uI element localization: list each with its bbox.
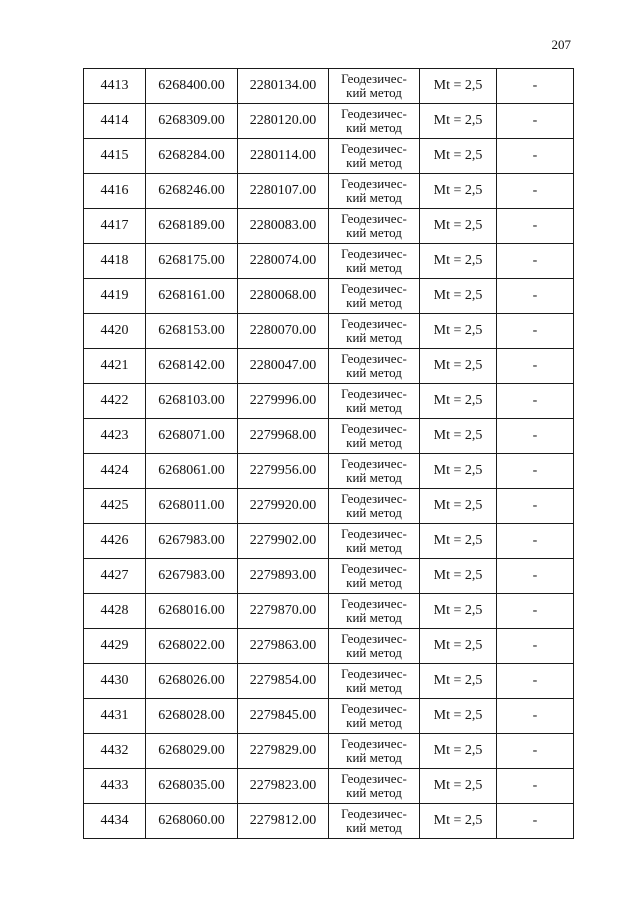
x-coordinate-cell: 6268029.00	[146, 734, 238, 769]
point-number-cell: 4421	[84, 349, 146, 384]
x-coordinate-cell: 6268028.00	[146, 699, 238, 734]
y-coordinate-cell: 2280070.00	[238, 314, 329, 349]
method-cell	[329, 524, 420, 559]
table-row	[84, 244, 574, 279]
note-cell: -	[497, 69, 574, 104]
x-coordinate-cell: 6268026.00	[146, 664, 238, 699]
method-cell	[329, 314, 420, 349]
x-coordinate-cell: 6268142.00	[146, 349, 238, 384]
point-number-cell: 4418	[84, 244, 146, 279]
note-cell: -	[497, 734, 574, 769]
point-number-cell: 4428	[84, 594, 146, 629]
y-coordinate-cell: 2279845.00	[238, 699, 329, 734]
method-line-2: кий метод	[346, 680, 402, 695]
method-line-2: кий метод	[346, 645, 402, 660]
note-cell: -	[497, 769, 574, 804]
point-number-cell: 4427	[84, 559, 146, 594]
point-number-cell: 4425	[84, 489, 146, 524]
method-line-2: кий метод	[346, 225, 402, 240]
method-line-2: кий метод	[346, 295, 402, 310]
coordinates-table-body	[84, 69, 574, 839]
point-number-cell: 4417	[84, 209, 146, 244]
accuracy-cell: Mt = 2,5	[420, 454, 497, 489]
y-coordinate-cell: 2279893.00	[238, 559, 329, 594]
y-coordinate-cell: 2279920.00	[238, 489, 329, 524]
y-coordinate-cell: 2279854.00	[238, 664, 329, 699]
x-coordinate-cell: 6268016.00	[146, 594, 238, 629]
method-line-2: кий метод	[346, 120, 402, 135]
note-cell: -	[497, 174, 574, 209]
x-coordinate-cell: 6268309.00	[146, 104, 238, 139]
method-cell	[329, 174, 420, 209]
method-line-1: Геодезичес-	[341, 736, 407, 751]
y-coordinate-cell: 2280074.00	[238, 244, 329, 279]
y-coordinate-cell: 2279996.00	[238, 384, 329, 419]
table-row	[84, 769, 574, 804]
x-coordinate-cell: 6268175.00	[146, 244, 238, 279]
y-coordinate-cell: 2279968.00	[238, 419, 329, 454]
x-coordinate-cell: 6268060.00	[146, 804, 238, 839]
y-coordinate-cell: 2280083.00	[238, 209, 329, 244]
accuracy-cell: Mt = 2,5	[420, 419, 497, 454]
point-number-cell: 4422	[84, 384, 146, 419]
table-row	[84, 314, 574, 349]
y-coordinate-cell: 2280107.00	[238, 174, 329, 209]
method-line-2: кий метод	[346, 435, 402, 450]
method-line-1: Геодезичес-	[341, 421, 407, 436]
point-number-cell: 4414	[84, 104, 146, 139]
accuracy-cell: Mt = 2,5	[420, 209, 497, 244]
method-cell	[329, 279, 420, 314]
method-line-1: Геодезичес-	[341, 456, 407, 471]
point-number-cell: 4433	[84, 769, 146, 804]
note-cell: -	[497, 209, 574, 244]
method-cell	[329, 769, 420, 804]
accuracy-cell: Mt = 2,5	[420, 279, 497, 314]
note-cell: -	[497, 804, 574, 839]
note-cell: -	[497, 454, 574, 489]
method-line-1: Геодезичес-	[341, 211, 407, 226]
method-line-1: Геодезичес-	[341, 631, 407, 646]
table-row	[84, 279, 574, 314]
method-line-2: кий метод	[346, 400, 402, 415]
method-line-1: Геодезичес-	[341, 561, 407, 576]
method-line-1: Геодезичес-	[341, 71, 407, 86]
x-coordinate-cell: 6268011.00	[146, 489, 238, 524]
method-cell	[329, 559, 420, 594]
x-coordinate-cell: 6268153.00	[146, 314, 238, 349]
table-row	[84, 489, 574, 524]
note-cell: -	[497, 314, 574, 349]
method-cell	[329, 804, 420, 839]
y-coordinate-cell: 2279829.00	[238, 734, 329, 769]
method-cell	[329, 699, 420, 734]
point-number-cell: 4430	[84, 664, 146, 699]
accuracy-cell: Mt = 2,5	[420, 489, 497, 524]
y-coordinate-cell: 2280068.00	[238, 279, 329, 314]
y-coordinate-cell: 2279812.00	[238, 804, 329, 839]
accuracy-cell: Mt = 2,5	[420, 244, 497, 279]
x-coordinate-cell: 6268022.00	[146, 629, 238, 664]
method-cell	[329, 454, 420, 489]
point-number-cell: 4432	[84, 734, 146, 769]
note-cell: -	[497, 559, 574, 594]
method-line-2: кий метод	[346, 715, 402, 730]
method-line-2: кий метод	[346, 540, 402, 555]
x-coordinate-cell: 6267983.00	[146, 524, 238, 559]
x-coordinate-cell: 6268071.00	[146, 419, 238, 454]
method-line-1: Геодезичес-	[341, 176, 407, 191]
note-cell: -	[497, 699, 574, 734]
table-row	[84, 524, 574, 559]
y-coordinate-cell: 2280114.00	[238, 139, 329, 174]
method-line-1: Геодезичес-	[341, 491, 407, 506]
y-coordinate-cell: 2280134.00	[238, 69, 329, 104]
table-row	[84, 559, 574, 594]
note-cell: -	[497, 489, 574, 524]
y-coordinate-cell: 2279956.00	[238, 454, 329, 489]
table-row	[84, 419, 574, 454]
x-coordinate-cell: 6268246.00	[146, 174, 238, 209]
y-coordinate-cell: 2280120.00	[238, 104, 329, 139]
method-cell	[329, 104, 420, 139]
method-cell	[329, 734, 420, 769]
method-line-1: Геодезичес-	[341, 106, 407, 121]
accuracy-cell: Mt = 2,5	[420, 104, 497, 139]
y-coordinate-cell: 2279823.00	[238, 769, 329, 804]
accuracy-cell: Mt = 2,5	[420, 349, 497, 384]
x-coordinate-cell: 6268284.00	[146, 139, 238, 174]
method-line-2: кий метод	[346, 260, 402, 275]
x-coordinate-cell: 6268103.00	[146, 384, 238, 419]
x-coordinate-cell: 6268035.00	[146, 769, 238, 804]
table-row	[84, 629, 574, 664]
table-row	[84, 804, 574, 839]
accuracy-cell: Mt = 2,5	[420, 769, 497, 804]
note-cell: -	[497, 279, 574, 314]
point-number-cell: 4429	[84, 629, 146, 664]
point-number-cell: 4424	[84, 454, 146, 489]
method-line-2: кий метод	[346, 155, 402, 170]
note-cell: -	[497, 524, 574, 559]
x-coordinate-cell: 6268161.00	[146, 279, 238, 314]
accuracy-cell: Mt = 2,5	[420, 594, 497, 629]
point-number-cell: 4420	[84, 314, 146, 349]
method-line-1: Геодезичес-	[341, 281, 407, 296]
y-coordinate-cell: 2280047.00	[238, 349, 329, 384]
accuracy-cell: Mt = 2,5	[420, 384, 497, 419]
method-line-2: кий метод	[346, 750, 402, 765]
method-cell	[329, 384, 420, 419]
point-number-cell: 4419	[84, 279, 146, 314]
table-row	[84, 454, 574, 489]
method-line-2: кий метод	[346, 470, 402, 485]
note-cell: -	[497, 104, 574, 139]
method-line-1: Геодезичес-	[341, 316, 407, 331]
note-cell: -	[497, 384, 574, 419]
x-coordinate-cell: 6268189.00	[146, 209, 238, 244]
method-cell	[329, 489, 420, 524]
accuracy-cell: Mt = 2,5	[420, 664, 497, 699]
method-line-2: кий метод	[346, 575, 402, 590]
method-line-1: Геодезичес-	[341, 386, 407, 401]
method-cell	[329, 244, 420, 279]
method-line-2: кий метод	[346, 785, 402, 800]
method-cell	[329, 209, 420, 244]
method-line-1: Геодезичес-	[341, 771, 407, 786]
method-cell	[329, 629, 420, 664]
y-coordinate-cell: 2279870.00	[238, 594, 329, 629]
point-number-cell: 4423	[84, 419, 146, 454]
method-line-1: Геодезичес-	[341, 701, 407, 716]
note-cell: -	[497, 349, 574, 384]
table-row	[84, 69, 574, 104]
note-cell: -	[497, 594, 574, 629]
method-cell	[329, 349, 420, 384]
accuracy-cell: Mt = 2,5	[420, 804, 497, 839]
table-row	[84, 734, 574, 769]
page-number: 207	[551, 37, 571, 52]
method-line-2: кий метод	[346, 190, 402, 205]
method-line-2: кий метод	[346, 365, 402, 380]
table-row	[84, 174, 574, 209]
method-cell	[329, 594, 420, 629]
point-number-cell: 4431	[84, 699, 146, 734]
point-number-cell: 4413	[84, 69, 146, 104]
method-line-1: Геодезичес-	[341, 141, 407, 156]
x-coordinate-cell: 6268061.00	[146, 454, 238, 489]
y-coordinate-cell: 2279863.00	[238, 629, 329, 664]
note-cell: -	[497, 244, 574, 279]
accuracy-cell: Mt = 2,5	[420, 139, 497, 174]
method-line-2: кий метод	[346, 610, 402, 625]
point-number-cell: 4416	[84, 174, 146, 209]
note-cell: -	[497, 629, 574, 664]
table-row	[84, 104, 574, 139]
method-line-2: кий метод	[346, 85, 402, 100]
method-line-2: кий метод	[346, 820, 402, 835]
table-row	[84, 384, 574, 419]
method-line-2: кий метод	[346, 505, 402, 520]
table-row	[84, 594, 574, 629]
accuracy-cell: Mt = 2,5	[420, 524, 497, 559]
accuracy-cell: Mt = 2,5	[420, 734, 497, 769]
table-row	[84, 699, 574, 734]
note-cell: -	[497, 139, 574, 174]
coordinates-table	[83, 68, 574, 839]
method-cell	[329, 139, 420, 174]
method-line-1: Геодезичес-	[341, 596, 407, 611]
point-number-cell: 4415	[84, 139, 146, 174]
x-coordinate-cell: 6267983.00	[146, 559, 238, 594]
note-cell: -	[497, 664, 574, 699]
accuracy-cell: Mt = 2,5	[420, 559, 497, 594]
method-cell	[329, 419, 420, 454]
accuracy-cell: Mt = 2,5	[420, 174, 497, 209]
table-row	[84, 664, 574, 699]
point-number-cell: 4434	[84, 804, 146, 839]
method-line-1: Геодезичес-	[341, 526, 407, 541]
accuracy-cell: Mt = 2,5	[420, 69, 497, 104]
method-line-1: Геодезичес-	[341, 806, 407, 821]
accuracy-cell: Mt = 2,5	[420, 699, 497, 734]
table-row	[84, 139, 574, 174]
method-line-1: Геодезичес-	[341, 246, 407, 261]
method-line-2: кий метод	[346, 330, 402, 345]
method-line-1: Геодезичес-	[341, 666, 407, 681]
method-line-1: Геодезичес-	[341, 351, 407, 366]
x-coordinate-cell: 6268400.00	[146, 69, 238, 104]
method-cell	[329, 664, 420, 699]
y-coordinate-cell: 2279902.00	[238, 524, 329, 559]
method-cell	[329, 69, 420, 104]
table-row	[84, 349, 574, 384]
accuracy-cell: Mt = 2,5	[420, 314, 497, 349]
note-cell: -	[497, 419, 574, 454]
point-number-cell: 4426	[84, 524, 146, 559]
accuracy-cell: Mt = 2,5	[420, 629, 497, 664]
table-row	[84, 209, 574, 244]
